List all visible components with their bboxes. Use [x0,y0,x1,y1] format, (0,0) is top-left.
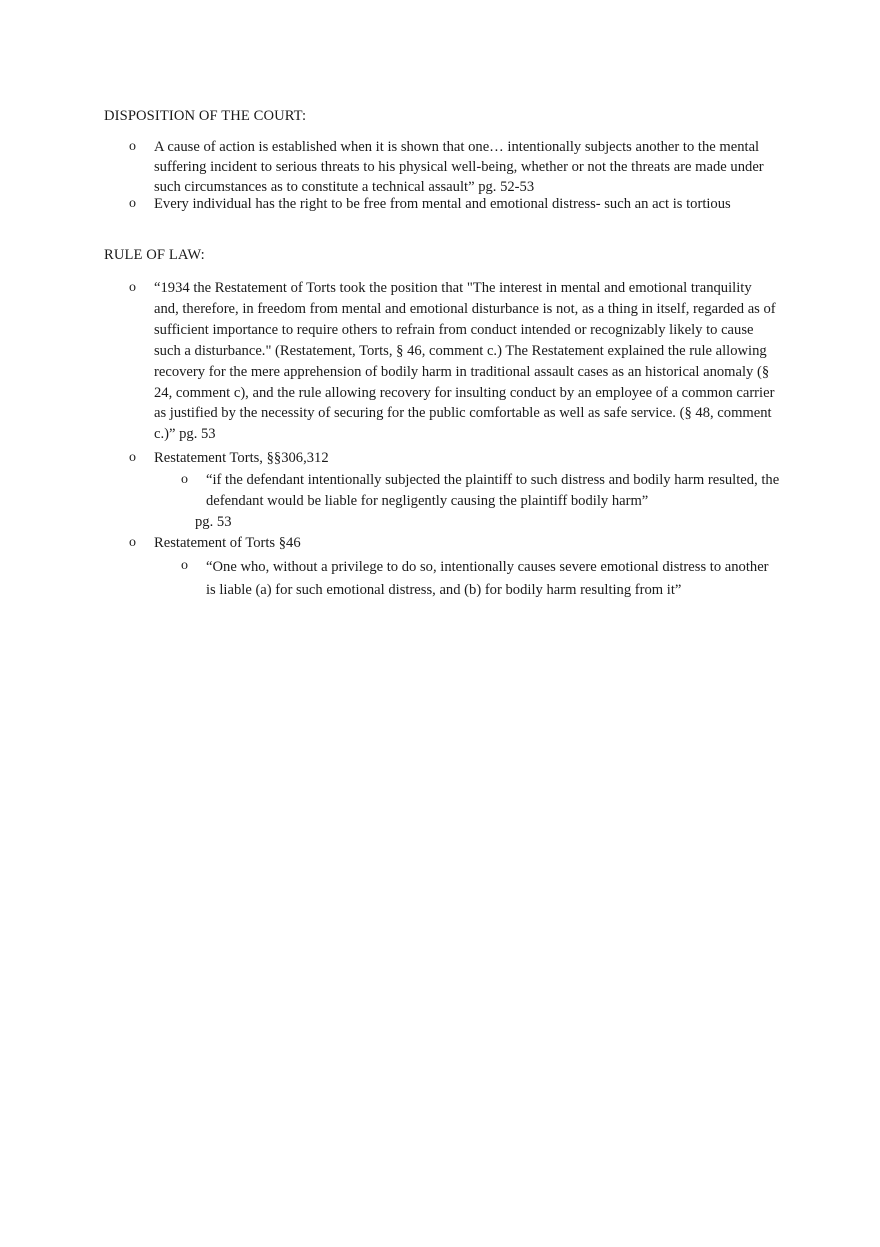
subitem-quote: “if the defendant intentionally subjected the plaintiff to such distress and bodily harm resulted, the defendant would be liable for negligently causing the plaintiff bodily harm” [206,472,780,509]
bullet-marker: o [129,535,136,550]
disposition-item-1-text: A cause of action is established when it is shown that one… intentionally subjects another to the mental suffering incident to serious threats to his physical well-being, whether or not the threats are made under such circumstances as to constitute a technical assault” pg. 52-53 [154,139,764,195]
rule-of-law-heading: RULE OF LAW: [104,247,205,263]
bullet-marker: o [129,139,136,154]
rule-of-law-item-3-subitem [181,556,781,601]
rule-of-law-item-3-text: Restatement of Torts §46 [154,535,301,551]
disposition-item-1 [129,137,779,197]
rule-of-law-item-1-text: “1934 the Restatement of Torts took the position that "The interest in mental and emotional tranquility and, therefore, in freedom from mental and emotional disturbance is not, as a thing in itself, regarded as of sufficient importance to require others to refrain from conduct intended or recognizably likely to cause such a disturbance." (Restatement, Torts, § 46, comment c.) The Restatement explained the rule allowing recovery for the mere apprehension of bodily harm in traditional assault cases as an historical anomaly (§ 24, comment c), and the rule allowing recovery for insulting conduct by an employee of a common carrier as justified by the necessity of securing for the public comfortable as well as safe service. (§ 48, comment c.)” pg. 53 [154,280,776,443]
bullet-marker: o [181,472,188,487]
bullet-marker: o [129,196,136,211]
bullet-marker: o [129,450,136,465]
disposition-item-2 [129,194,779,214]
disposition-item-2-text: Every individual has the right to be free from mental and emotional distress- such an act is tortious [154,196,731,212]
rule-of-law-item-1 [129,278,779,445]
rule-of-law-item-2-subitem-text [195,470,781,532]
subitem-page-ref: pg. 53 [195,513,232,530]
rule-of-law-item-3 [129,533,779,554]
disposition-heading: DISPOSITION OF THE COURT: [104,108,307,124]
bullet-marker: o [129,280,136,295]
bullet-marker: o [181,558,188,573]
rule-of-law-item-3-subitem-text: “One who, without a privilege to do so, intentionally causes severe emotional distress to another is liable (a) for such emotional distress, and (b) for bodily harm resulting from it” [206,559,769,598]
rule-of-law-item-2 [129,448,779,469]
rule-of-law-item-2-subitem [181,470,781,532]
rule-of-law-item-2-text: Restatement Torts, §§306,312 [154,450,329,466]
